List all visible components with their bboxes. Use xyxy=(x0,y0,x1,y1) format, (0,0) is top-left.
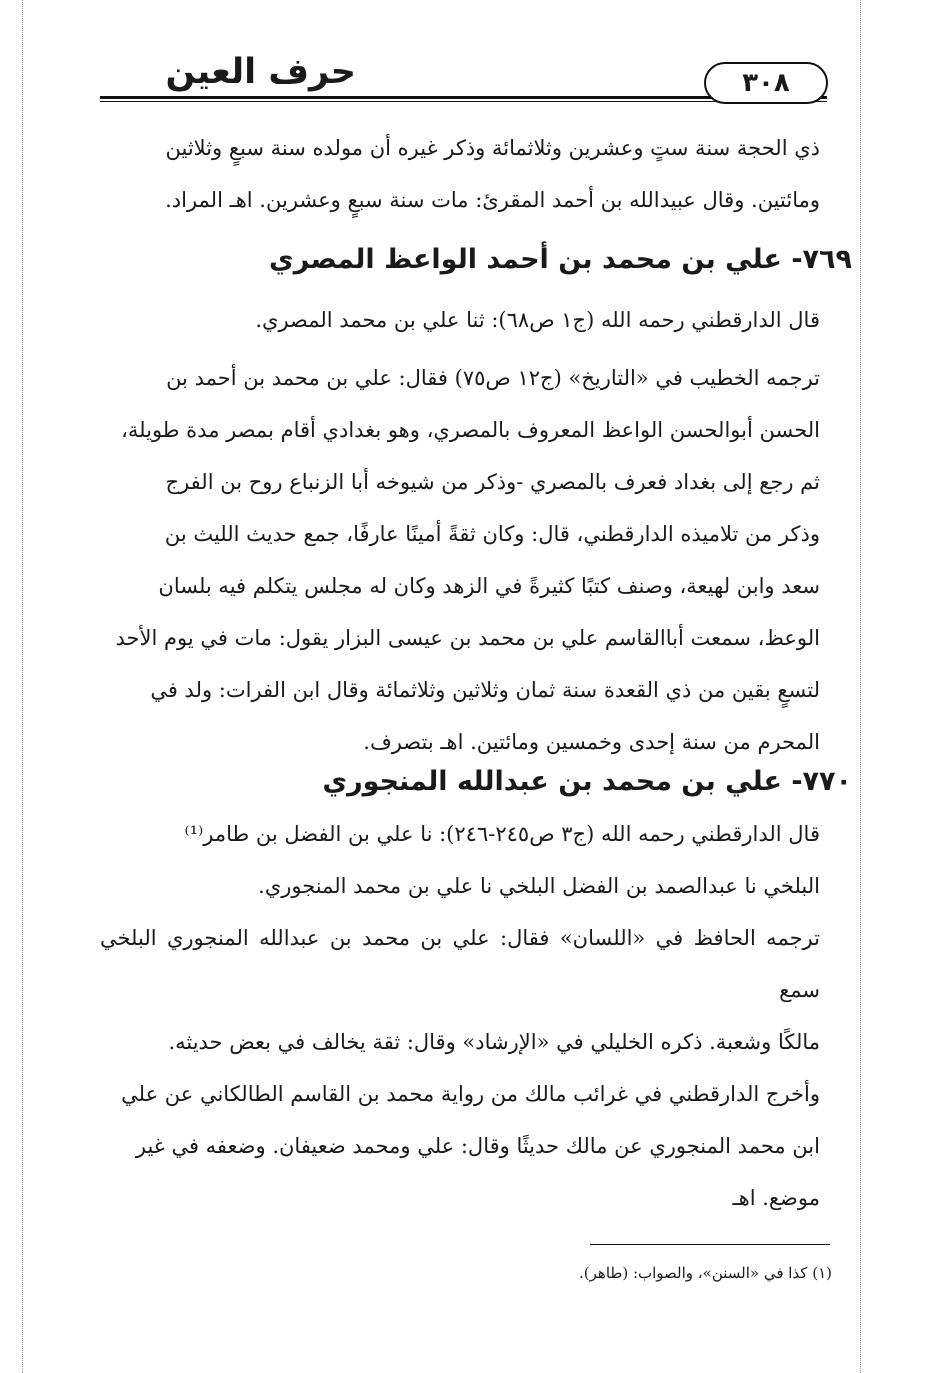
text-line: وأخرج الدارقطني في غرائب مالك من رواية محمد بن القاسم الطالكاني عن علي xyxy=(121,1082,820,1106)
text-line: مالكًا وشعبة. ذكره الخليلي في «الإرشاد» وقال: ثقة يخالف في بعض حديثه. xyxy=(168,1030,820,1054)
text-line: الحسن أبوالحسن الواعظ المعروف بالمصري، وهو بغدادي أقام بمصر مدة طويلة، xyxy=(121,418,820,442)
text-line: لتسعٍ بقين من ذي القعدة سنة ثمان وثلاثين وثلاثمائة وقال ابن الفرات: ولد في xyxy=(150,678,820,702)
margin-dotted-line xyxy=(22,0,23,1373)
text-line: الوعظ، سمعت أباالقاسم علي بن محمد بن عيسى البزار يقول: مات في يوم الأحد xyxy=(115,626,820,650)
text-line: ابن محمد المنجوري عن مالك حديثًا وقال: علي ومحمد ضعيفان. وضعفه في غير xyxy=(135,1134,820,1158)
intro-paragraph xyxy=(100,122,820,226)
margin-dotted-line xyxy=(860,0,861,1373)
footnote: (١) كذا في «السنن»، والصواب: (طاهر). xyxy=(579,1264,832,1282)
entry-769-biography xyxy=(100,352,820,768)
text-line: موضع. اهـ xyxy=(732,1186,820,1210)
text-line: ومائتين. وقال عبيدالله بن أحمد المقرئ: مات سنة سبعٍ وعشرين. اهـ المراد. xyxy=(165,188,820,212)
entry-heading-769: ٧٦٩- علي بن محمد بن أحمد الواعظ المصري xyxy=(269,244,852,275)
text-line: قال الدارقطني رحمه الله (ج٣ ص٢٤٥-٢٤٦): نا علي بن الفضل بن طامر⁽¹⁾ xyxy=(184,822,820,846)
text-line: قال الدارقطني رحمه الله (ج١ ص٦٨): ثنا علي بن محمد المصري. xyxy=(255,308,820,332)
chapter-title: حرف العين xyxy=(165,52,356,92)
text-line: سعد وابن لهيعة، وصنف كتبًا كثيرةً في الزهد وكان له مجلس يتكلم فيه بلسان xyxy=(158,574,820,598)
entry-769-source xyxy=(100,294,820,346)
text-line: ثم رجع إلى بغداد فعرف بالمصري -وذكر من شيوخه أبا الزنباع روح بن الفرج xyxy=(165,470,820,494)
text-line: البلخي نا عبدالصمد بن الفضل البلخي نا علي بن محمد المنجوري. xyxy=(258,874,820,898)
entry-heading-770: ٧٧٠- علي بن محمد بن عبدالله المنجوري xyxy=(322,766,852,797)
footnote-rule xyxy=(590,1244,830,1245)
text-line: ترجمه الحافظ في «اللسان» فقال: علي بن محمد بن عبدالله المنجوري البلخي سمع xyxy=(100,926,820,1002)
text-line: المحرم من سنة إحدى وخمسين ومائتين. اهـ بتصرف. xyxy=(363,730,820,754)
text-line: ترجمه الخطيب في «التاريخ» (ج١٢ ص٧٥) فقال: علي بن محمد بن أحمد بن xyxy=(166,366,820,390)
entry-770-source xyxy=(100,808,820,912)
entry-770-biography xyxy=(100,912,820,1224)
page-number: ٣٠٨ xyxy=(704,62,828,104)
text-line: وذكر من تلاميذه الدارقطني، قال: وكان ثقةً أمينًا عارفًا، جمع حديث الليث بن xyxy=(164,522,820,546)
text-line: ذي الحجة سنة ستٍ وعشرين وثلاثمائة وذكر غيره أن مولده سنة سبعٍ وثلاثين xyxy=(165,136,820,160)
